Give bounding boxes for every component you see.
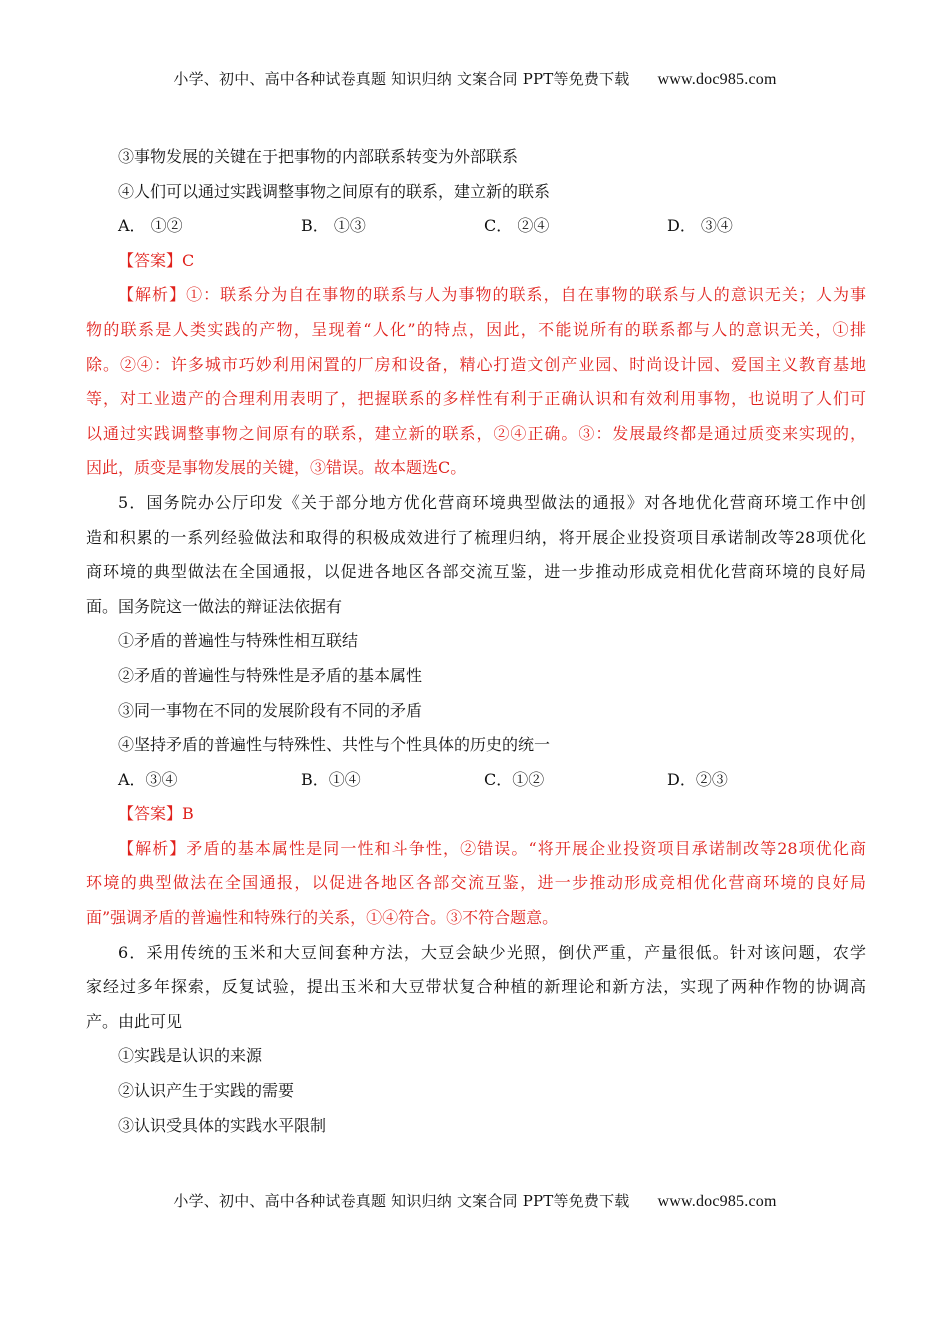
q5-option-b: B．①④ xyxy=(301,769,361,789)
page-header xyxy=(0,68,950,89)
q5-options xyxy=(86,763,866,798)
q5-stem-line: 面。国务院这一做法的辩证法依据有 xyxy=(86,596,343,616)
q5-analysis-line: 环境的典型做法在全国通报，以促进各地区各部交流互鉴，进一步推动形成竞相优化营商环境的良好局 xyxy=(86,873,866,893)
page-content xyxy=(86,140,866,1143)
q5-analysis-line: 面”强调矛盾的普遍性和特殊行的关系，①④符合。③不符合题意。 xyxy=(86,908,559,928)
q4-analysis-line: 除。②④：许多城市巧妙利用闲置的厂房和设备，精心打造文创产业园、时尚设计园、爱国主义教育基地 xyxy=(86,354,866,374)
q5-option-d: D．②③ xyxy=(667,769,728,789)
q4-options xyxy=(86,209,866,244)
q5-stem-line: 5．国务院办公厅印发《关于部分地方优化营商环境典型做法的通报》对各地优化营商环境工作中创 xyxy=(118,492,866,512)
q4-option-b: B． ①③ xyxy=(301,216,366,236)
q4-option-d: D． ③④ xyxy=(667,216,733,236)
q5-stem xyxy=(86,486,866,624)
footer-text: 小学、初中、高中各种试卷真题 知识归纳 文案合同 PPT等免费下载 xyxy=(173,1192,630,1210)
page-footer xyxy=(0,1190,950,1211)
q4-analysis-line: 以通过实践调整事物之间原有的联系，建立新的联系，②④正确。③：发展最终都是通过质变来实现的， xyxy=(86,423,866,443)
q5-stem-line: 造和积累的一系列经验做法和取得的积极成效进行了梳理归纳，将开展企业投资项目承诺制改等28项优化 xyxy=(86,527,866,547)
q4-analysis-line: 等，对工业遗产的合理利用表明了，把握联系的多样性有利于正确认识和有效利用事物，也说明了人们可 xyxy=(86,389,866,409)
q4-statement-4: ④人们可以通过实践调整事物之间原有的联系，建立新的联系 xyxy=(118,181,551,201)
header-site: www.doc985.com xyxy=(657,71,777,88)
q5-statement-3: ③同一事物在不同的发展阶段有不同的矛盾 xyxy=(118,700,423,720)
q4-analysis-line: 因此，质变是事物发展的关键，③错误。故本题选C。 xyxy=(86,458,467,478)
header-text: 小学、初中、高中各种试卷真题 知识归纳 文案合同 PPT等免费下载 xyxy=(173,70,630,88)
q5-stem-line: 商环境的典型做法在全国通报，以促进各地区各部交流互鉴，进一步推动形成竞相优化营商环境的良好局 xyxy=(86,562,866,582)
q4-analysis-line: 【解析】①：联系分为自在事物的联系与人为事物的联系，自在事物的联系与人的意识无关；人为事 xyxy=(118,285,866,305)
q6-stem-line: 家经过多年探索，反复试验，提出玉米和大豆带状复合种植的新理论和新方法，实现了两种作物的协调高 xyxy=(86,977,866,997)
q5-answer: 【答案】B xyxy=(118,804,194,824)
q4-analysis xyxy=(86,278,866,486)
q5-statement-4: ④坚持矛盾的普遍性与特殊性、共性与个性具体的历史的统一 xyxy=(118,735,551,755)
q5-analysis xyxy=(86,832,866,936)
q5-statement-1: ①矛盾的普遍性与特殊性相互联结 xyxy=(118,631,359,651)
q4-option-c: C． ②④ xyxy=(484,216,550,236)
q4-analysis-line: 物的联系是人类实践的产物，呈现着“人化”的特点，因此，不能说所有的联系都与人的意识无关，①排 xyxy=(86,319,866,339)
q5-option-a: A．③④ xyxy=(118,769,178,789)
footer-site: www.doc985.com xyxy=(657,1193,777,1210)
q6-statement-1: ①实践是认识的来源 xyxy=(118,1046,263,1066)
q4-statement-3: ③事物发展的关键在于把事物的内部联系转变为外部联系 xyxy=(118,147,519,166)
q6-statement-2: ②认识产生于实践的需要 xyxy=(118,1081,295,1101)
q6-stem-line: 产。由此可见 xyxy=(86,1011,183,1031)
q6-stem-line: 6．采用传统的玉米和大豆间套种方法，大豆会缺少光照，倒伏严重，产量很低。针对该问题，农学 xyxy=(118,942,866,962)
q6-statement-3: ③认识受具体的实践水平限制 xyxy=(118,1115,327,1135)
q5-statement-2: ②矛盾的普遍性与特殊性是矛盾的基本属性 xyxy=(118,665,423,685)
q5-option-c: C．①② xyxy=(484,769,545,789)
q4-answer: 【答案】C xyxy=(118,250,195,270)
q4-option-a: A． ①② xyxy=(118,216,183,236)
q6-stem xyxy=(86,936,866,1040)
q5-analysis-line: 【解析】矛盾的基本属性是同一性和斗争性，②错误。“将开展企业投资项目承诺制改等28项优化商 xyxy=(118,838,866,858)
